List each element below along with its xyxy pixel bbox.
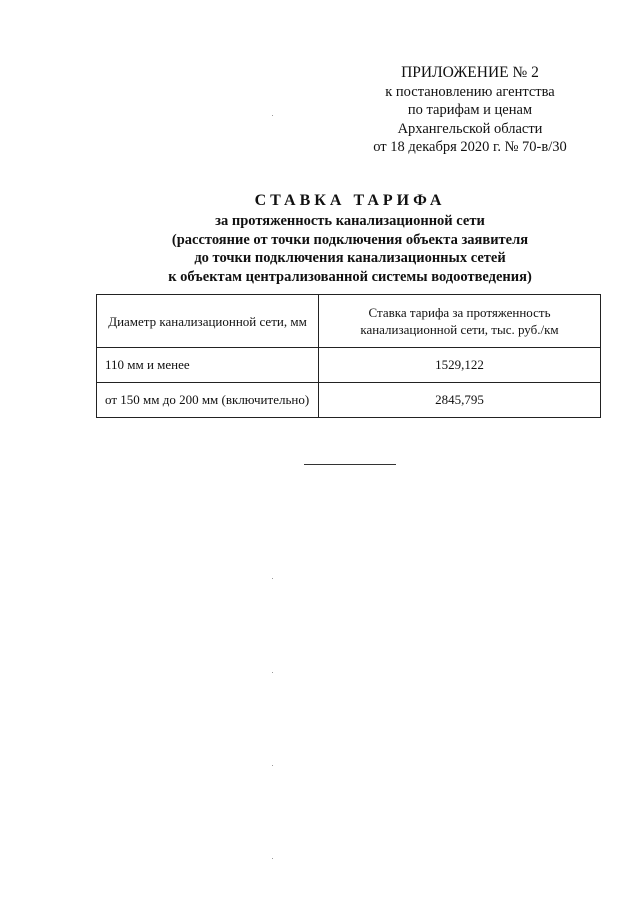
title-subline: к объектам централизованной системы водоотведения) bbox=[168, 268, 532, 285]
scan-speck bbox=[272, 765, 273, 766]
title-subline: до точки подключения канализационных сетей bbox=[194, 250, 506, 266]
tariff-table bbox=[96, 294, 601, 418]
document-title: СТАВКА ТАРИФА bbox=[254, 192, 446, 209]
scan-speck bbox=[272, 115, 273, 116]
header-rate: Ставка тарифа за протяженность канализационной сети, тыс. руб./км bbox=[319, 295, 601, 348]
scan-speck bbox=[272, 858, 273, 859]
table-row bbox=[97, 383, 601, 418]
scan-speck bbox=[272, 672, 273, 673]
scan-speck bbox=[272, 578, 273, 579]
appendix-line: по тарифам и ценам bbox=[407, 102, 533, 118]
end-divider bbox=[304, 464, 396, 465]
cell-diameter: 110 мм и менее bbox=[97, 348, 319, 383]
appendix-heading: ПРИЛОЖЕНИЕ № 2 bbox=[401, 64, 539, 81]
appendix-block bbox=[340, 64, 600, 157]
table-row bbox=[97, 348, 601, 383]
appendix-line: к постановлению агентства bbox=[385, 83, 555, 100]
header-diameter: Диаметр канализационной сети, мм bbox=[97, 295, 319, 348]
appendix-date-number: от 18 декабря 2020 г. № 70-в/30 bbox=[373, 139, 567, 155]
document-title-block bbox=[100, 190, 600, 286]
cell-rate: 1529,122 bbox=[319, 348, 601, 383]
title-subline: за протяженность канализационной сети bbox=[215, 213, 485, 229]
appendix-line: Архангельской области bbox=[397, 120, 543, 137]
title-subline: (расстояние от точки подключения объекта заявителя bbox=[171, 231, 529, 248]
table-header-row bbox=[97, 295, 601, 348]
cell-rate: 2845,795 bbox=[319, 383, 601, 418]
cell-diameter: от 150 мм до 200 мм (включительно) bbox=[97, 383, 319, 418]
